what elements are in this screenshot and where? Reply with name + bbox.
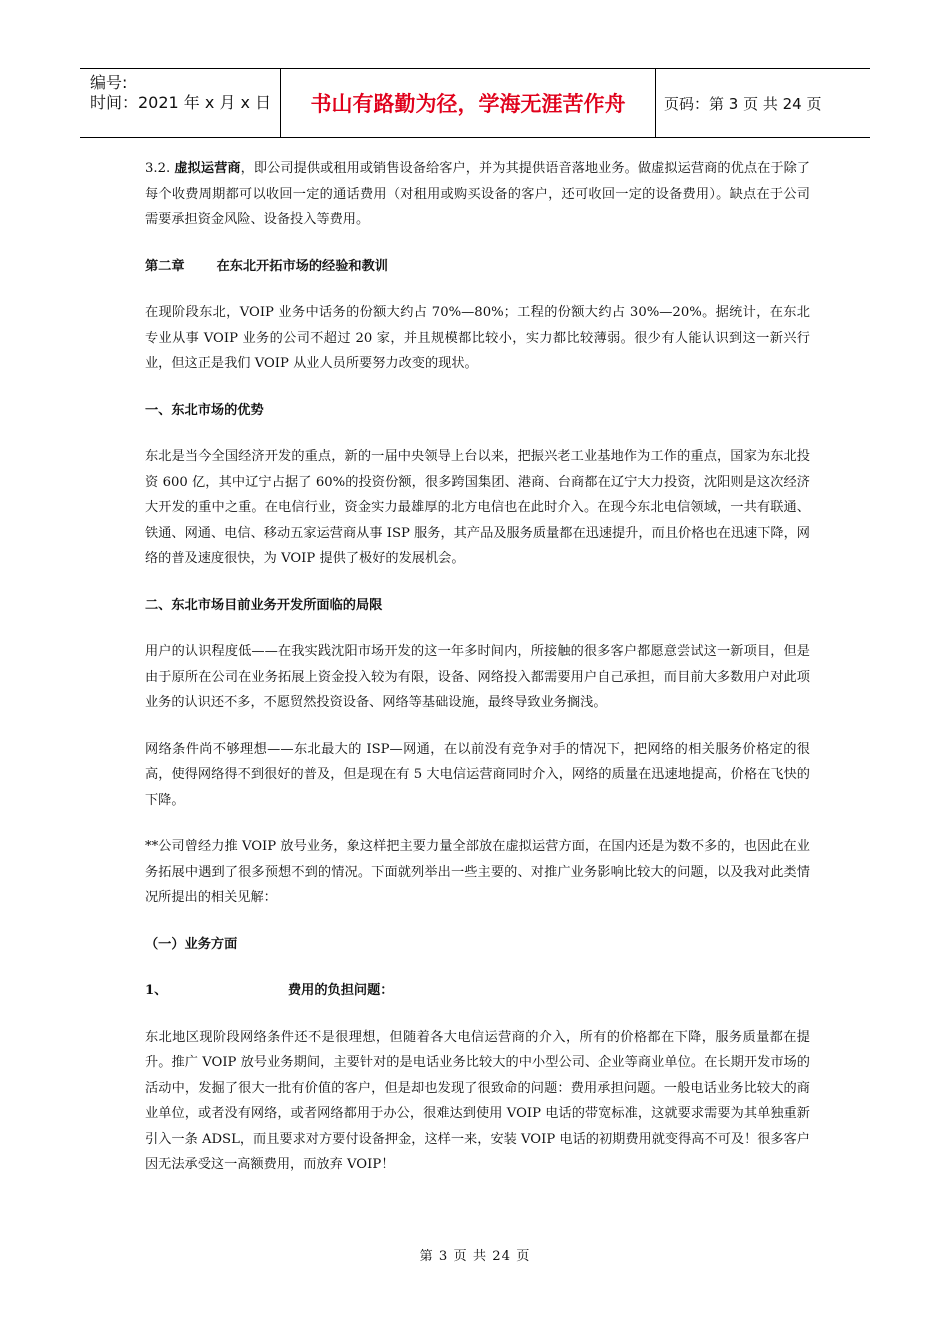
paragraph-company-push: **公司曾经力推 VOIP 放号业务，象这样把主要力量全部放在虚拟运营方面，在国内还是为数不多的，也因此在业务拓展中遇到了很多预想不到的情况。下面就列举出一些主要的、对推广业务影响比较大的问题，以及我对此类情况所提出的相关见解： [145, 839, 810, 905]
bold-term: 虚拟运营商 [174, 161, 241, 176]
subsection-heading-business: （一）业务方面 [145, 936, 238, 952]
section-heading-advantages: 一、东北市场的优势 [145, 402, 264, 418]
chapter-title: 在东北开拓市场的经验和教训 [216, 258, 388, 274]
chapter-number: 第二章 [145, 258, 185, 274]
page-footer: 第 3 页 共 24 页 [419, 1249, 531, 1264]
page-header [80, 68, 870, 138]
date-label: 时间：2021 年 x 月 x 日 [90, 93, 272, 112]
paragraph-market-share: 在现阶段东北，VOIP 业务中话务的份额大约占 70%—80%；工程的份额大约占 30%—20%。据统计，在东北专业从事 VOIP 业务的公司不超过 20 家，并且规模都比较小，实力都比较薄弱。很少有人能认识到这一新兴行业，但这正是我们 VOIP 从业人员所要努力改变的现状。 [145, 305, 810, 371]
section-heading-limitations: 二、东北市场目前业务开发所面临的局限 [145, 597, 383, 613]
paragraph-network-conditions: 网络条件尚不够理想——东北最大的 ISP—网通，在以前没有竞争对手的情况下，把网络的相关服务价格定的很高，使得网络得不到很好的普及，但是现在有 5 大电信运营商同时介入，网络的质量在迅速地提高，价格在飞快的下降。 [145, 741, 810, 808]
item-title: 费用的负担问题： [288, 983, 394, 998]
paragraph-virtual-operator [145, 156, 810, 233]
section-number: 3.2. [145, 161, 171, 176]
header-left-cell [80, 69, 281, 137]
paragraph-text: ，即公司提供或租用或销售设备给客户，并为其提供语音落地业务。做虚拟运营商的优点在于除了每个收费周期都可以收回一定的通话费用（对租用或购买设备的客户，还可收回一定的设备费用）。缺点在于公司需要承担资金风险、设备投入等费用。 [145, 161, 810, 227]
paragraph-cost-problem: 东北地区现阶段网络条件还不是很理想，但随着各大电信运营商的介入，所有的价格都在下降，服务质量都在提升。推广 VOIP 放号业务期间，主要针对的是电话业务比较大的中小型公司、企业等商业单位。在长期开发市场的活动中，发掘了很大一批有价值的客户，但是却也发现了很致命的问题：费用承担问题。一般电话业务比较大的商业单位，或者没有网络，或者网络都用于办公，很难达到使用 VOIP 电话的带宽标准，这就要求需要为其单独重新引入一条 ADSL，而且要求对方要付设备押金，这样一来，安装 VOIP 电话的初期费用就变得高不可及！很多客户因无法承受这一高额费用，而放弃 VOIP！ [145, 1029, 810, 1172]
paragraph-advantages: 东北是当今全国经济开发的重点，新的一届中央领导上台以来，把振兴老工业基地作为工作的重点，国家为东北投资 600 亿，其中辽宁占据了 60%的投资份额，很多跨国集团、港商、台商都在辽宁大力投资，沈阳则是这次经济大开发的重中之重。在电信行业，资金实力最雄厚的北方电信也在此时介入。在现今东北电信领域，一共有联通、铁通、网通、电信、移动五家运营商从事 ISP 服务，其产品及服务质量都在迅速提升，而且价格也在迅速下降，网络的普及速度很快，为 VOIP 提供了极好的发展机会。 [145, 449, 810, 566]
item-number: 1、 [145, 983, 168, 998]
doc-number-label: 编号: [90, 73, 128, 92]
header-page-code: 页码：第 3 页 共 24 页 [664, 94, 822, 113]
item-heading-cost [145, 978, 810, 1004]
header-motto: 书山有路勤为径，学海无涯苦作舟 [281, 69, 656, 137]
paragraph-user-awareness: 用户的认识程度低——在我实践沈阳市场开发的这一年多时间内，所接触的很多客户都愿意尝试这一新项目，但是由于原所在公司在业务拓展上资金投入较为有限，设备、网络投入都需要用户自己承担，而目前大多数用户对此项业务的认识还不多，不愿贸然投资设备、网络等基础设施，最终导致业务搁浅。 [145, 644, 810, 710]
chapter-heading [145, 254, 810, 280]
document-body [145, 156, 810, 1199]
